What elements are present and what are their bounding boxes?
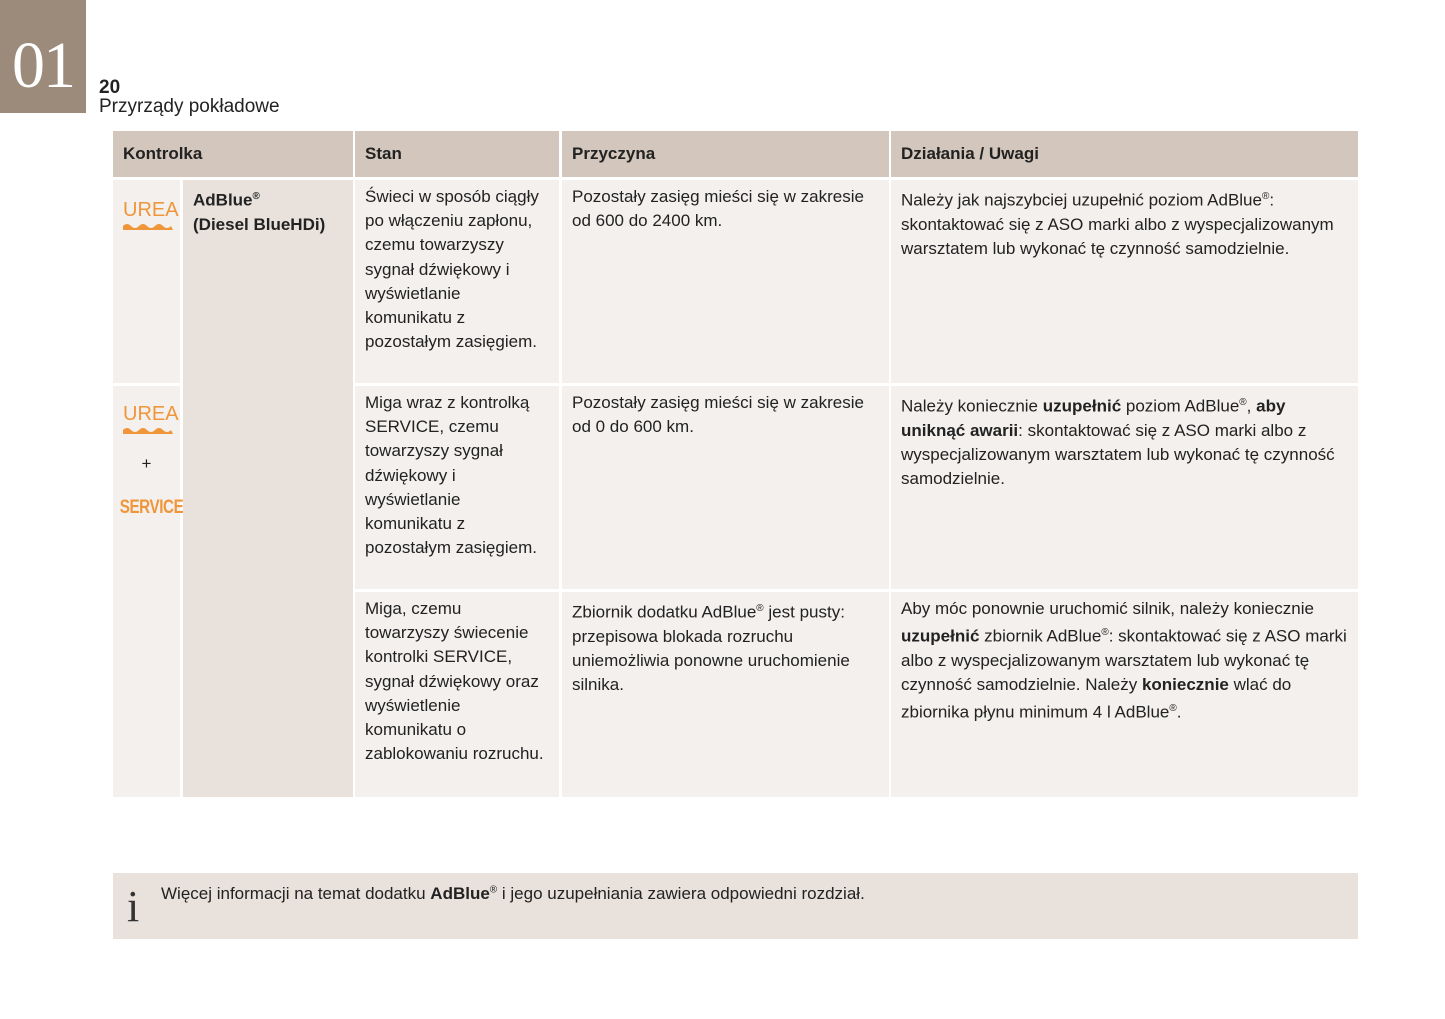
bold-text: aby uniknąć awarii	[901, 396, 1286, 440]
page-number: 20	[99, 77, 121, 98]
text: Miga wraz z kontrolką SERVICE, czemu towarzyszy sygnał dźwiękowy i wyświetlanie komunikatu z pozostałym zasięgiem.	[365, 393, 537, 558]
text: Więcej informacji na temat dodatku	[161, 884, 431, 903]
text: Pozostały zasięg mieści się w zakresie od 0 do 600 km.	[572, 393, 864, 437]
text: Aby móc ponownie uruchomić silnik, należy koniecznie	[901, 599, 1314, 618]
service-icon: SERVICE	[119, 497, 184, 519]
text: jest pusty: przepisowa blokada rozruchu uniemożliwia ponowne uruchomienie silnika.	[572, 602, 850, 695]
text: Zbiornik dodatku AdBlue	[572, 602, 757, 622]
info-box	[113, 873, 1358, 939]
icon-cell-urea-service	[113, 386, 184, 797]
cell-dzialania	[891, 592, 1358, 797]
text: i jego uzupełniania zawiera odpowiedni rozdział.	[497, 884, 865, 903]
registered-mark: ®	[489, 884, 498, 896]
text: .	[1176, 703, 1182, 723]
chapter-tab: 01	[0, 0, 86, 113]
cell-stan	[355, 386, 559, 589]
registered-mark: ®	[1261, 191, 1270, 202]
text: : skontaktować się z ASO marki albo z wyspecjalizowanym warsztatem lub wykonać tę czynność samodzielnie.	[901, 190, 1334, 259]
cell-stan	[355, 180, 559, 383]
text: poziom AdBlue	[1121, 396, 1240, 416]
urea-icon: UREA	[123, 404, 170, 434]
registered-mark: ®	[756, 603, 764, 614]
bold-text: AdBlue	[430, 884, 490, 903]
plus-sign: +	[141, 454, 152, 473]
registered-mark: ®	[1101, 627, 1109, 639]
text: : skontaktować się z ASO marki albo z wyspecjalizowanym warsztatem lub wykonać tę czynność samodzielnie. Należy	[901, 626, 1347, 695]
text: zbiornik AdBlue	[979, 626, 1102, 646]
cell-dzialania	[891, 386, 1358, 589]
info-icon: i	[127, 882, 140, 931]
cell-stan	[355, 592, 559, 797]
text: Miga, czemu towarzyszy świecenie kontrolki SERVICE, sygnał dźwiękowy oraz wyświetlenie komunikatu o zablokowaniu rozruchu.	[365, 599, 544, 764]
header-stan: Stan	[355, 131, 559, 177]
text: wlać do zbiornika płynu minimum 4 l AdBlue	[901, 675, 1292, 723]
page-title: Przyrządy pokładowe	[99, 96, 280, 117]
text: Świeci w sposób ciągły po włączeniu zapłonu, czemu towarzyszy sygnał dźwiękowy i wyświetlanie komunikatu z pozostałym zasięgiem.	[365, 187, 539, 352]
bold-text: uzupełnić	[1042, 396, 1122, 416]
registered-mark: ®	[1239, 397, 1247, 408]
text: Należy jak najszybciej uzupełnić poziom AdBlue	[901, 190, 1262, 210]
bold-text: koniecznie	[1141, 675, 1229, 695]
header-dzialania: Działania / Uwagi	[891, 131, 1358, 177]
header-przyczyna: Przyczyna	[562, 131, 889, 177]
text: : skontaktować się z ASO marki albo z wyspecjalizowanym warsztatem lub wykonać tę czynność samodzielnie.	[901, 420, 1335, 489]
cell-dzialania	[891, 180, 1358, 383]
registered-mark: ®	[1169, 703, 1177, 715]
cell-przyczyna	[562, 386, 889, 589]
header-kontrolka: Kontrolka	[113, 131, 353, 177]
urea-icon: UREA	[123, 200, 170, 230]
bold-text: uzupełnić	[901, 626, 980, 646]
icon-cell-urea	[113, 180, 180, 383]
indicator-name: AdBlue® (Diesel BlueHDi)	[183, 180, 353, 797]
cell-przyczyna	[562, 592, 889, 797]
text: Pozostały zasięg mieści się w zakresie od 600 do 2400 km.	[572, 187, 864, 231]
text: ,	[1246, 396, 1257, 416]
info-text	[161, 884, 865, 904]
text: Należy koniecznie	[901, 396, 1043, 416]
cell-przyczyna	[562, 180, 889, 383]
